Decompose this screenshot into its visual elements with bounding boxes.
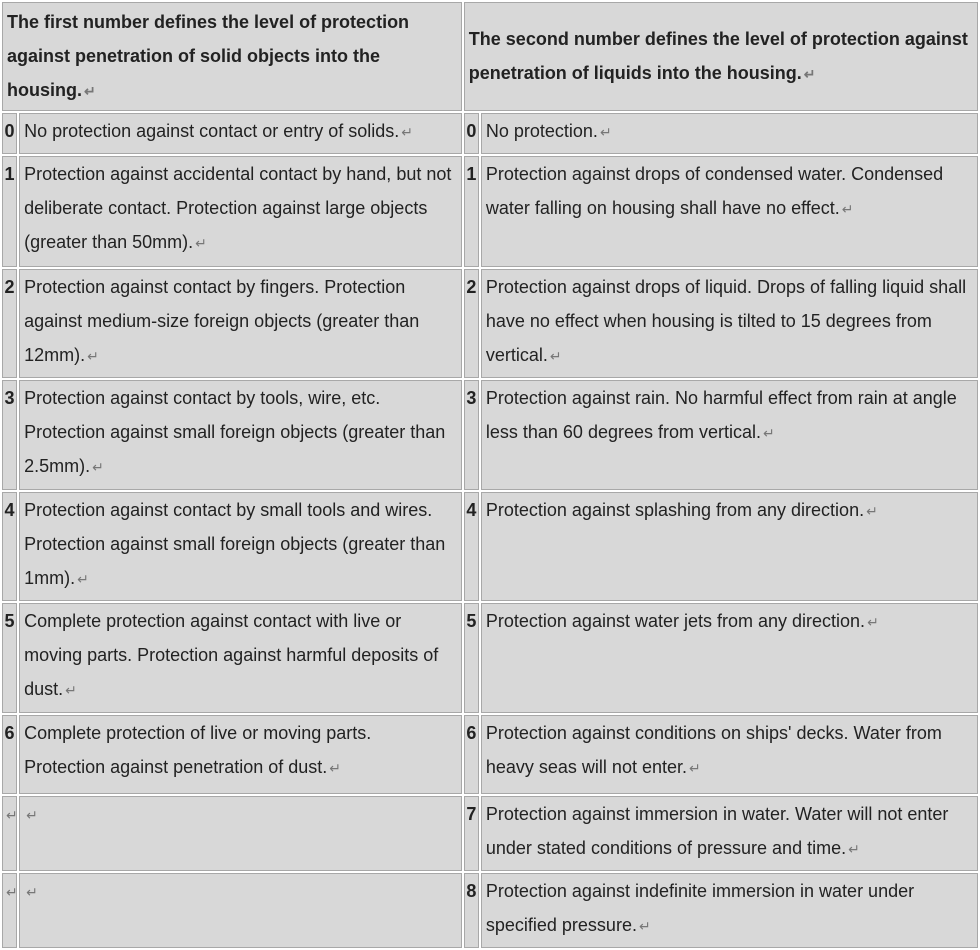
solid-level-number-text: 4 [4, 499, 15, 520]
liquid-protection-description [481, 113, 978, 154]
paragraph-mark-icon: ↵ [803, 66, 816, 82]
solid-protection-description-text: Protection against contact by small tools and wires. Protection against small foreign objects (greater than 1mm). [24, 499, 446, 588]
solid-level-number [2, 492, 17, 601]
solid-level-number-text: 1 [4, 163, 15, 184]
paragraph-mark-icon: ↵ [84, 83, 96, 99]
table-row [2, 113, 978, 154]
paragraph-mark-icon: ↵ [195, 234, 207, 251]
liquid-protection-description-text: Protection against drops of condensed water. Condensed water falling on housing shall have no effect. [485, 163, 944, 218]
solid-level-number [2, 873, 17, 948]
solid-level-number [2, 156, 17, 267]
liquid-protection-description-text: Protection against conditions on ships' decks. Water from heavy seas will not enter. [485, 722, 942, 777]
solid-level-number [2, 715, 17, 794]
header-solids-text: The first number defines the level of protection against penetration of solid objects into the housing. [7, 12, 410, 100]
table-row [2, 873, 978, 948]
table-row [2, 715, 978, 794]
liquid-level-number-text: 0 [466, 121, 477, 141]
table-row [2, 603, 978, 712]
liquid-level-number [464, 156, 479, 267]
liquid-protection-description-text: Protection against drops of liquid. Drops of falling liquid shall have no effect when housing is tilted to 15 degrees from vertical. [485, 277, 967, 366]
paragraph-mark-icon: ↵ [26, 883, 38, 900]
paragraph-mark-icon: ↵ [329, 759, 342, 776]
liquid-protection-description [481, 492, 978, 601]
table-row [2, 156, 978, 267]
liquid-level-number [464, 380, 479, 489]
solid-level-number [2, 603, 17, 712]
table-row [2, 269, 978, 378]
solid-level-number-text: 2 [4, 277, 15, 298]
solid-protection-description-text: Protection against contact by tools, wire, etc. Protection against small foreign objects (greater than 2.5mm). [24, 388, 446, 477]
paragraph-mark-icon: ↵ [92, 459, 104, 476]
liquid-protection-description [481, 603, 978, 712]
solid-level-number [2, 113, 17, 154]
solid-level-number-text: 5 [4, 611, 15, 632]
liquid-level-number-text: 6 [466, 722, 477, 743]
liquid-protection-description-text: Protection against rain. No harmful effect from rain at angle less than 60 degrees from vertical. [485, 388, 957, 443]
liquid-protection-description [481, 380, 978, 489]
header-solids [2, 2, 462, 111]
liquid-level-number-text: 2 [466, 277, 477, 298]
liquid-protection-description-text: Protection against immersion in water. Water will not enter under stated conditions of pressure and time. [485, 803, 949, 858]
liquid-protection-description-text: Protection against splashing from any direction. [485, 499, 865, 520]
liquid-level-number [464, 113, 479, 154]
solid-level-number [2, 380, 17, 489]
solid-protection-description [19, 269, 462, 378]
paragraph-mark-icon: ↵ [638, 917, 651, 934]
solid-protection-description-text: Protection against contact by fingers. Protection against medium-size foreign objects (greater than 12mm). [24, 277, 420, 366]
liquid-protection-description-text: Protection against water jets from any direction. [485, 611, 866, 632]
liquid-level-number [464, 873, 479, 948]
liquid-level-number [464, 603, 479, 712]
solid-protection-description [19, 603, 462, 712]
header-liquids [464, 2, 978, 111]
paragraph-mark-icon: ↵ [77, 570, 89, 587]
paragraph-mark-icon: ↵ [848, 840, 860, 857]
solid-protection-description [19, 873, 462, 948]
paragraph-mark-icon: ↵ [6, 883, 18, 900]
liquid-protection-description [481, 156, 978, 267]
solid-level-number-text: 6 [4, 722, 15, 743]
liquid-protection-description-text: No protection. [485, 121, 598, 141]
solid-level-number [2, 796, 17, 871]
liquid-protection-description [481, 715, 978, 794]
liquid-level-number [464, 492, 479, 601]
liquid-level-number [464, 715, 479, 794]
header-liquids-text: The second number defines the level of protection against penetration of liquids into the housing. [468, 29, 968, 83]
liquid-level-number [464, 796, 479, 871]
paragraph-mark-icon: ↵ [763, 425, 775, 442]
paragraph-mark-icon: ↵ [599, 124, 612, 140]
liquid-protection-description-text: Protection against indefinite immersion in water under specified pressure. [485, 880, 915, 935]
paragraph-mark-icon: ↵ [867, 614, 879, 631]
paragraph-mark-icon: ↵ [401, 124, 414, 140]
solid-protection-description [19, 113, 462, 154]
solid-level-number-text: 0 [4, 121, 15, 141]
solid-protection-description [19, 156, 462, 267]
paragraph-mark-icon: ↵ [65, 682, 77, 699]
liquid-level-number-text: 8 [466, 880, 477, 901]
paragraph-mark-icon: ↵ [689, 759, 701, 776]
liquid-level-number-text: 3 [466, 388, 477, 409]
paragraph-mark-icon: ↵ [841, 200, 854, 217]
liquid-protection-description [481, 269, 978, 378]
solid-protection-description [19, 715, 462, 794]
paragraph-mark-icon: ↵ [26, 806, 38, 823]
solid-protection-description-text: Complete protection against contact with live or moving parts. Protection against harmful deposits of dust. [24, 611, 439, 700]
table-row [2, 492, 978, 601]
paragraph-mark-icon: ↵ [87, 348, 99, 365]
paragraph-mark-icon: ↵ [549, 348, 562, 365]
paragraph-mark-icon: ↵ [6, 806, 18, 823]
solid-level-number-text: 3 [4, 388, 15, 409]
solid-protection-description-text: No protection against contact or entry of solids. [24, 121, 400, 141]
liquid-level-number [464, 269, 479, 378]
liquid-level-number-text: 4 [466, 499, 477, 520]
solid-protection-description [19, 380, 462, 489]
liquid-protection-description [481, 873, 978, 948]
solid-level-number [2, 269, 17, 378]
solid-protection-description-text: Protection against accidental contact by hand, but not deliberate contact. Protection against large objects (greater than 50mm). [24, 163, 452, 252]
liquid-level-number-text: 1 [466, 163, 477, 184]
solid-protection-description-text: Complete protection of live or moving parts. Protection against penetration of dust. [24, 722, 372, 777]
liquid-protection-description [481, 796, 978, 871]
solid-protection-description [19, 796, 462, 871]
liquid-level-number-text: 5 [466, 611, 477, 632]
table-row [2, 380, 978, 489]
liquid-level-number-text: 7 [466, 803, 477, 824]
solid-protection-description [19, 492, 462, 601]
table-row [2, 796, 978, 871]
paragraph-mark-icon: ↵ [866, 502, 878, 519]
